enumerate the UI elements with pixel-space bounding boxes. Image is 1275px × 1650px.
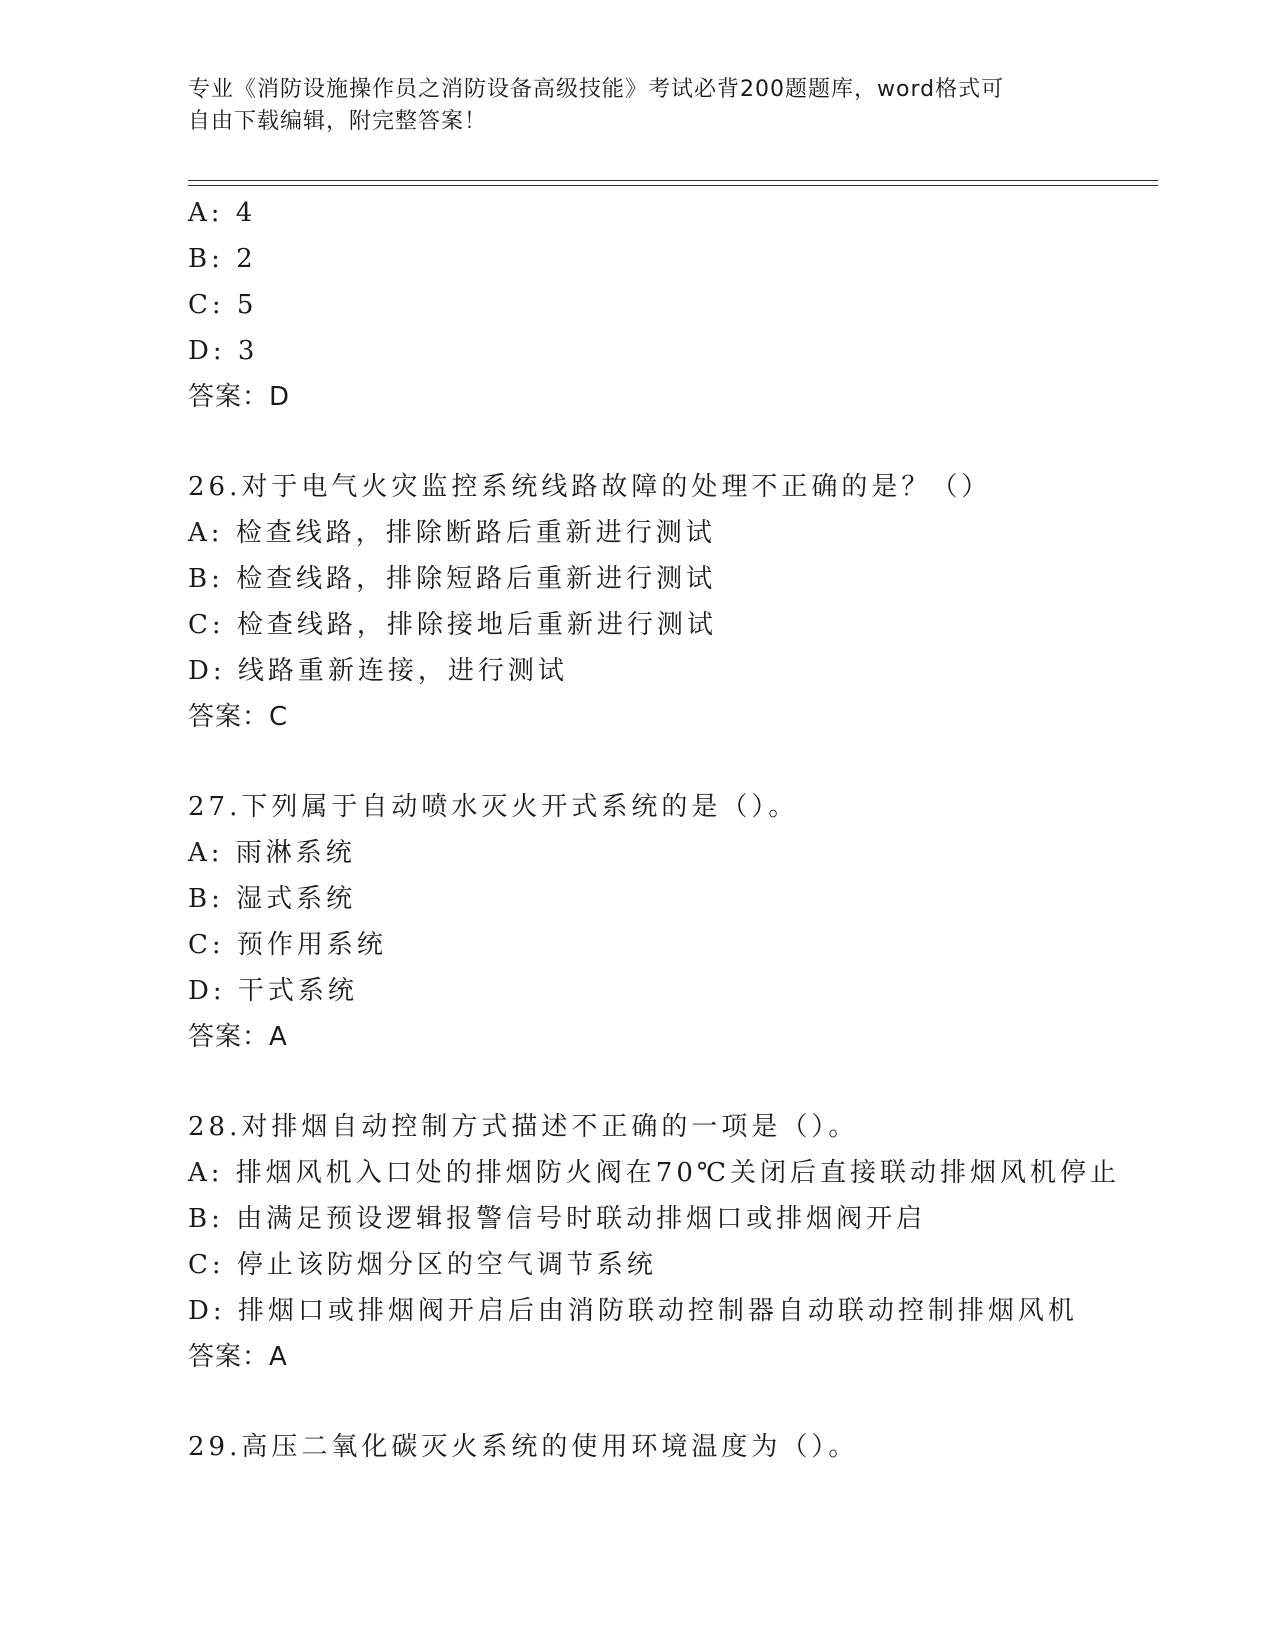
option-a: A: 雨淋系统 xyxy=(188,838,356,868)
option-b: B: 检查线路，排除短路后重新进行测试 xyxy=(188,564,717,594)
question-block-27 xyxy=(188,784,1188,1060)
option-d: D: 3 xyxy=(188,336,259,366)
option-c: C: 预作用系统 xyxy=(188,930,387,960)
answer-line: 答案：A xyxy=(188,1022,288,1052)
answer-line: 答案：D xyxy=(188,382,291,412)
question-list xyxy=(188,190,1188,1470)
option-a: A: 排烟风机入口处的排烟防火阀在70℃关闭后直接联动排烟风机停止 xyxy=(188,1158,1120,1188)
answer-line: 答案：C xyxy=(188,702,289,732)
question-block-28 xyxy=(188,1104,1188,1380)
question-text: 28.对排烟自动控制方式描述不正确的一项是（）。 xyxy=(188,1112,859,1142)
question-text: 29.高压二氧化碳灭火系统的使用环境温度为（）。 xyxy=(188,1432,859,1462)
option-c: C: 检查线路，排除接地后重新进行测试 xyxy=(188,610,717,640)
option-c: C: 停止该防烟分区的空气调节系统 xyxy=(188,1250,657,1280)
option-d: D: 排烟口或排烟阀开启后由消防联动控制器自动联动控制排烟风机 xyxy=(188,1296,1078,1326)
answer-line: 答案：A xyxy=(188,1342,288,1372)
option-d: D: 线路重新连接，进行测试 xyxy=(188,656,568,686)
header-line-1: 专业《消防设施操作员之消防设备高级技能》考试必背200题题库，word格式可 xyxy=(188,77,1005,102)
question-block-26 xyxy=(188,464,1188,740)
option-b: B: 2 xyxy=(188,244,257,274)
option-a: A: 4 xyxy=(188,198,257,228)
header-divider-bottom xyxy=(188,185,1158,186)
question-text: 26.对于电气火灾监控系统线路故障的处理不正确的是？（） xyxy=(188,472,992,502)
option-c: C: 5 xyxy=(188,290,258,320)
question-text: 27.下列属于自动喷水灭火开式系统的是（）。 xyxy=(188,792,799,822)
option-b: B: 湿式系统 xyxy=(188,884,357,914)
document-header xyxy=(188,74,1088,138)
option-d: D: 干式系统 xyxy=(188,976,358,1006)
question-block-29 xyxy=(188,1424,1188,1470)
header-line-2: 自由下载编辑，附完整答案！ xyxy=(188,109,488,134)
option-b: B: 由满足预设逻辑报警信号时联动排烟口或排烟阀开启 xyxy=(188,1204,927,1234)
header-divider-top xyxy=(188,180,1158,181)
question-block-25 xyxy=(188,190,1188,420)
option-a: A: 检查线路，排除断路后重新进行测试 xyxy=(188,518,716,548)
